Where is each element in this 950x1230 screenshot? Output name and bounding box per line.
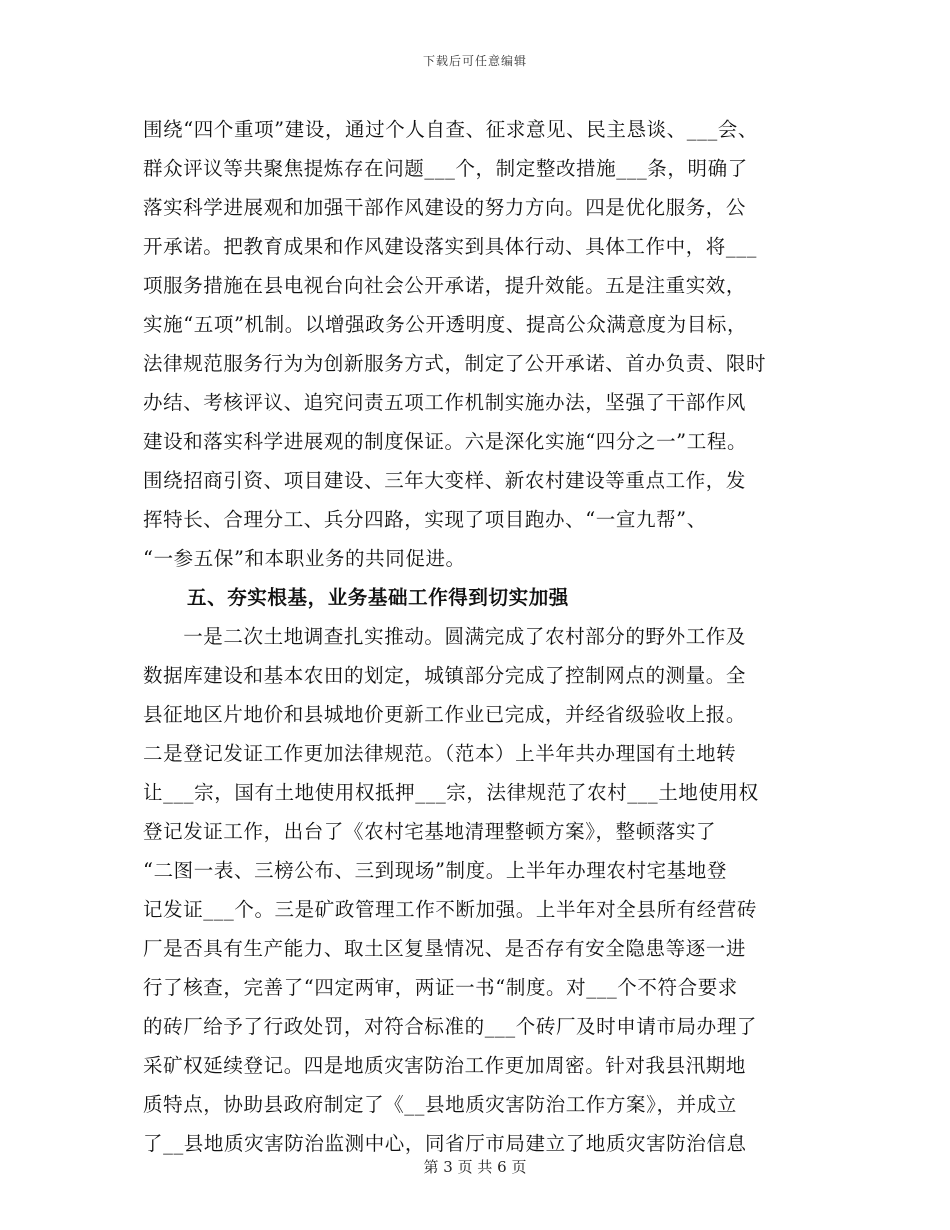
body-line: “一参五保”和本职业务的共同促进。 [143,547,466,570]
section-line: 行了核查，完善了“四定两审，两证一书“制度。对___个不符合要求 [143,976,738,999]
section-line: 县征地区片地价和县城地价更新工作业已完成，并经省级验收上报。 [143,703,747,726]
section-line: 一是二次土地调查扎实推动。圆满完成了农村部分的野外工作及 [143,625,747,648]
body-line: 开承诺。把教育成果和作风建设落实到具体行动、具体工作中，将___ [143,235,757,258]
section-line: 数据库建设和基本农田的划定，城镇部分完成了控制网点的测量。全 [143,664,747,687]
section-heading: 五、夯实根基，业务基础工作得到切实加强 [187,586,569,609]
section-line: 采矿权延续登记。四是地质灾害防治工作更加周密。针对我县汛期地 [143,1054,747,1077]
section-line: 了__县地质灾害防治监测中心，同省厅市局建立了地质灾害防治信息 [143,1132,747,1155]
body-line: 实施“五项”机制。以增强政务公开透明度、提高公众满意度为目标， [143,313,748,336]
body-line: 挥特长、合理分工、兵分四路，实现了项目跑办、“一宣九帮”、 [143,508,707,531]
page-footer: 第 3 页 共 6 页 [423,1158,527,1176]
section-line: “二图一表、三榜公布、三到现场”制度。上半年办理农村宅基地登 [143,859,727,882]
body-line: 法律规范服务行为为创新服务方式，制定了公开承诺、首办负责、限时 [143,352,767,375]
section-line: 的砖厂给予了行政处罚，对符合标准的___个砖厂及时申请市局办理了 [143,1015,757,1038]
section-line: 让___宗，国有土地使用权抵押___宗，法律规范了农村___土地使用权 [143,781,759,804]
page-header: 下载后可任意编辑 [422,54,527,68]
body-line: 办结、考核评议、追究问责五项工作机制实施办法，坚强了干部作风 [143,391,747,414]
section-line: 厂是否具有生产能力、取土区复垦情况、是否存有安全隐患等逐一进 [143,937,747,960]
document-body [143,110,823,1163]
body-line: 围绕“四个重项”建设，通过个人自查、征求意见、民主恳谈、___会、 [143,118,758,141]
body-line: 建设和落实科学进展观的制度保证。六是深化实施“四分之一”工程。 [143,430,748,453]
section-line: 记发证___个。三是矿政管理工作不断加强。上半年对全县所有经营砖 [143,898,757,921]
body-line: 围绕招商引资、项目建设、三年大变样、新农村建设等重点工作，发 [143,469,747,492]
section-line: 登记发证工作，出台了《农村宅基地清理整顿方案》，整顿落实了 [143,820,717,843]
body-line: 落实科学进展观和加强干部作风建设的努力方向。四是优化服务，公 [143,196,747,219]
section-line: 质特点，协助县政府制定了《__县地质灾害防治工作方案》，并成立 [143,1093,737,1116]
section-line: 二是登记发证工作更加法律规范。（范本）上半年共办理国有土地转 [143,742,737,765]
body-line: 项服务措施在县电视台向社会公开承诺，提升效能。五是注重实效， [143,274,747,297]
body-line: 群众评议等共聚焦提炼存在问题___个，制定整改措施___条，明确了 [143,157,748,180]
